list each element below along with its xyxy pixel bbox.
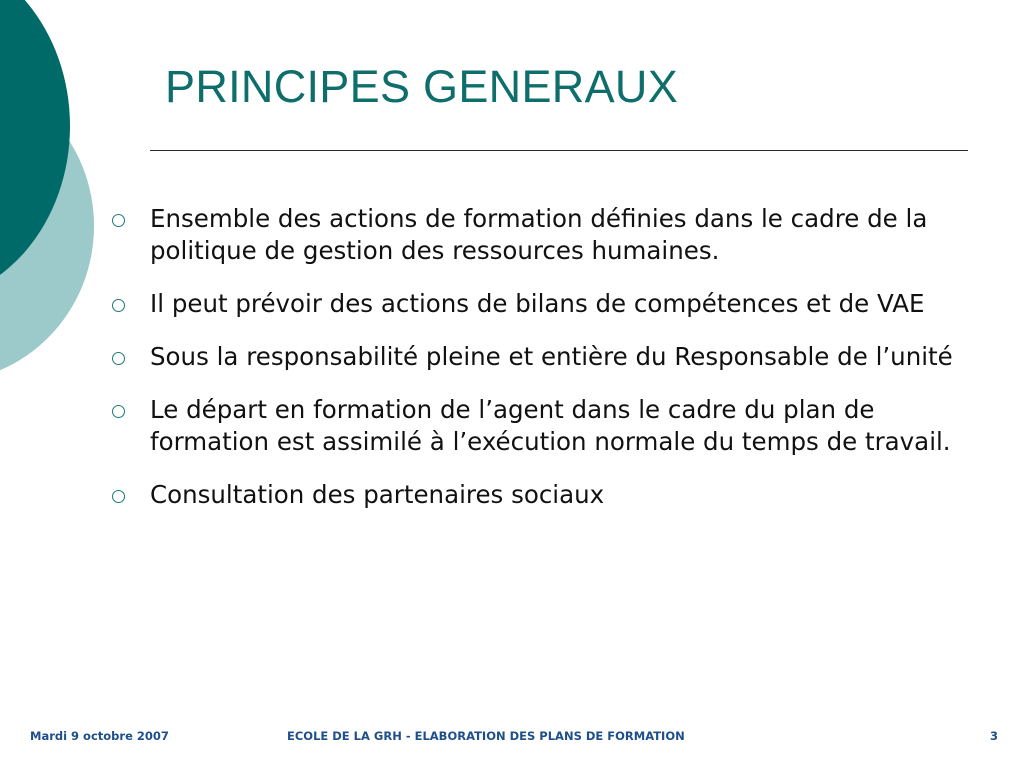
hollow-circle-bullet-icon xyxy=(112,405,125,418)
hollow-circle-bullet-icon xyxy=(112,490,125,503)
bullet-list xyxy=(112,203,997,532)
footer-date: Mardi 9 octobre 2007 xyxy=(30,729,169,743)
bullet-item xyxy=(112,203,997,267)
page-number: 3 xyxy=(989,729,998,743)
bullet-text: Sous la responsabilité pleine et entière du Responsable de l’unité xyxy=(150,342,953,371)
bullet-text: Ensemble des actions de formation définies dans le cadre de la politique de gestion des ressources humaines. xyxy=(150,204,928,265)
hollow-circle-bullet-icon xyxy=(112,352,125,365)
hollow-circle-bullet-icon xyxy=(112,214,125,227)
bullet-item xyxy=(112,341,997,373)
footer-presentation-title: ECOLE DE LA GRH - ELABORATION DES PLANS DE FORMATION xyxy=(287,729,685,743)
bullet-item xyxy=(112,394,997,458)
bullet-item xyxy=(112,288,997,320)
bullet-item xyxy=(112,479,997,511)
title-divider xyxy=(150,150,968,151)
slide-title: PRINCIPES GENERAUX xyxy=(165,61,679,112)
hollow-circle-bullet-icon xyxy=(112,299,125,312)
bullet-text: Le départ en formation de l’agent dans le cadre du plan de formation est assimilé à l’exécution normale du temps de travail. xyxy=(150,395,951,456)
slide-footer xyxy=(0,729,1024,747)
bullet-text: Il peut prévoir des actions de bilans de compétences et de VAE xyxy=(150,289,925,318)
bullet-text: Consultation des partenaires sociaux xyxy=(150,480,605,509)
